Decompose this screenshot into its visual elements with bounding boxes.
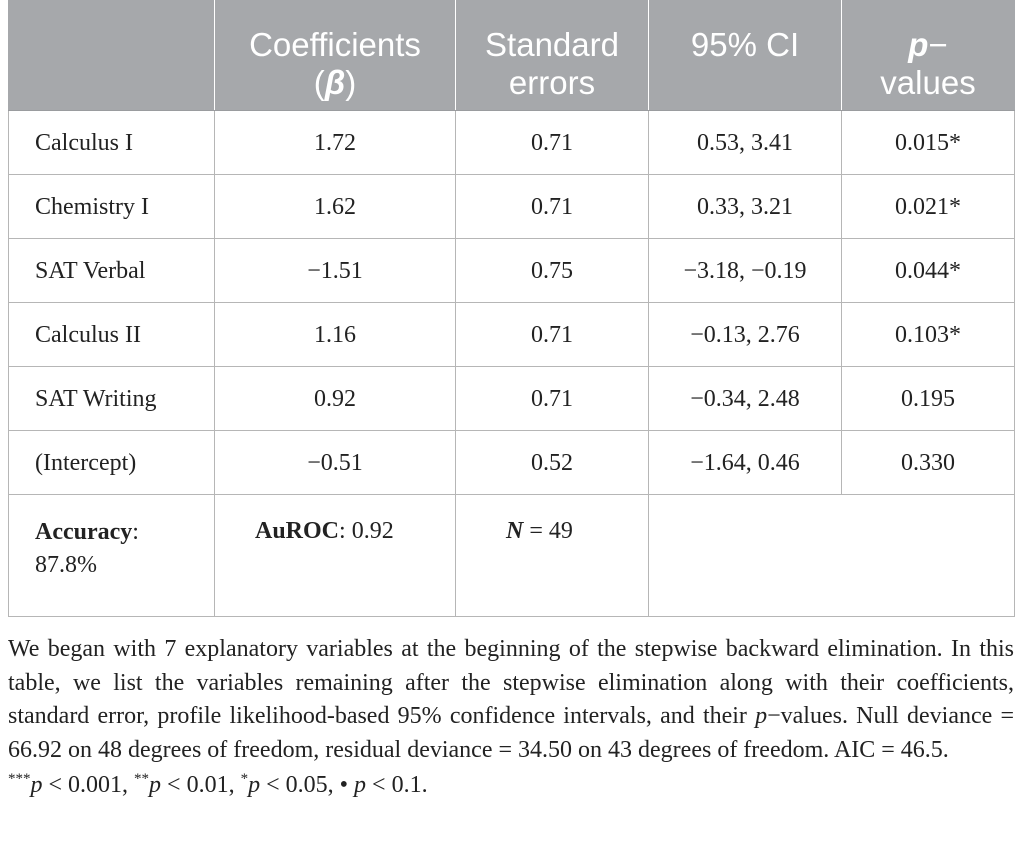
row-standard-error: 0.71 bbox=[456, 175, 649, 239]
row-p-value: 0.195 bbox=[842, 367, 1015, 431]
summary-row bbox=[9, 495, 1015, 617]
sig-threshold-2: < 0.01, bbox=[161, 772, 241, 798]
footnote-part2: −values. Null deviance = 66.92 on 48 degrees of freedom, residual deviance = 34.50 on 43 degrees of freedom. AIC = 46.5. bbox=[8, 703, 1014, 763]
row-ci: −0.13, 2.76 bbox=[649, 303, 842, 367]
n-equals: = bbox=[523, 518, 549, 544]
header-coefficients-line1: Coefficients bbox=[249, 26, 421, 63]
row-ci: −1.64, 0.46 bbox=[649, 431, 842, 495]
header-coefficients-close: ) bbox=[345, 64, 357, 101]
auroc-label: AuROC bbox=[255, 518, 340, 544]
significance-legend bbox=[8, 769, 1014, 802]
header-coefficients bbox=[215, 0, 456, 111]
row-standard-error: 0.75 bbox=[456, 239, 649, 303]
accuracy-label: Accuracy bbox=[35, 519, 133, 545]
row-standard-error: 0.71 bbox=[456, 111, 649, 175]
table-row bbox=[9, 111, 1015, 175]
header-se-line2: errors bbox=[508, 64, 596, 101]
row-coefficient: 1.16 bbox=[215, 303, 456, 367]
sig-threshold-3: < 0.05, bbox=[260, 772, 340, 798]
table-header-row bbox=[9, 0, 1015, 111]
sig-p-1: p bbox=[30, 772, 43, 798]
table-row bbox=[9, 303, 1015, 367]
row-variable-name: SAT Writing bbox=[9, 367, 215, 431]
sig-marker-1: *** bbox=[8, 771, 31, 787]
row-standard-error: 0.71 bbox=[456, 303, 649, 367]
header-p-symbol: p bbox=[908, 26, 929, 63]
row-ci: −3.18, −0.19 bbox=[649, 239, 842, 303]
row-p-value: 0.330 bbox=[842, 431, 1015, 495]
row-variable-name: Chemistry I bbox=[9, 175, 215, 239]
row-variable-name: (Intercept) bbox=[9, 431, 215, 495]
sig-marker-4: • bbox=[339, 772, 355, 798]
header-standard-errors bbox=[456, 0, 649, 111]
table-row bbox=[9, 431, 1015, 495]
header-coefficients-symbol: β bbox=[324, 64, 346, 101]
footnote-part1: We began with 7 explanatory variables at the beginning of the stepwise backward elimination. In this table, we list the variables remaining after the stepwise elimination along with their coefficients, standard error, profile likelihood-based 95% confidence intervals, and their bbox=[8, 636, 1014, 729]
regression-results-table bbox=[8, 0, 1015, 617]
header-se-line1: Standard bbox=[485, 26, 619, 63]
sample-size-cell bbox=[456, 495, 649, 617]
row-coefficient: 0.92 bbox=[215, 367, 456, 431]
sig-marker-3: * bbox=[240, 771, 249, 787]
sig-marker-2: ** bbox=[134, 771, 150, 787]
row-p-value: 0.021* bbox=[842, 175, 1015, 239]
empty-summary-cell bbox=[649, 495, 1015, 617]
row-ci: 0.33, 3.21 bbox=[649, 175, 842, 239]
row-standard-error: 0.52 bbox=[456, 431, 649, 495]
row-standard-error: 0.71 bbox=[456, 367, 649, 431]
sig-p-2: p bbox=[149, 772, 162, 798]
n-symbol: N bbox=[506, 518, 524, 544]
accuracy-colon: : bbox=[132, 519, 139, 545]
auroc-value: 0.92 bbox=[351, 518, 394, 544]
row-p-value: 0.044* bbox=[842, 239, 1015, 303]
table-footnote bbox=[8, 633, 1014, 767]
sig-threshold-4: < 0.1. bbox=[366, 772, 428, 798]
row-ci: −0.34, 2.48 bbox=[649, 367, 842, 431]
header-variable bbox=[9, 0, 215, 111]
sig-threshold-1: < 0.001, bbox=[42, 772, 135, 798]
sig-p-3: p bbox=[248, 772, 261, 798]
auroc-cell bbox=[215, 495, 456, 617]
row-coefficient: 1.62 bbox=[215, 175, 456, 239]
table-row bbox=[9, 239, 1015, 303]
auroc-colon: : bbox=[339, 518, 346, 544]
row-variable-name: Calculus II bbox=[9, 303, 215, 367]
row-ci: 0.53, 3.41 bbox=[649, 111, 842, 175]
results-table-figure bbox=[8, 0, 1014, 802]
row-variable-name: SAT Verbal bbox=[9, 239, 215, 303]
sig-p-4: p bbox=[354, 772, 367, 798]
accuracy-value: 87.8% bbox=[35, 552, 97, 578]
row-coefficient: −1.51 bbox=[215, 239, 456, 303]
header-coefficients-open: ( bbox=[313, 64, 325, 101]
row-p-value: 0.103* bbox=[842, 303, 1015, 367]
row-variable-name: Calculus I bbox=[9, 111, 215, 175]
header-p-values bbox=[842, 0, 1015, 111]
header-ci: 95% CI bbox=[649, 0, 842, 111]
footnote-p-symbol: p bbox=[755, 703, 768, 729]
row-coefficient: −0.51 bbox=[215, 431, 456, 495]
n-value: 49 bbox=[548, 518, 573, 544]
row-coefficient: 1.72 bbox=[215, 111, 456, 175]
header-p-dash: − bbox=[928, 26, 948, 63]
table-row bbox=[9, 175, 1015, 239]
header-p-line2: values bbox=[880, 64, 976, 101]
row-p-value: 0.015* bbox=[842, 111, 1015, 175]
table-row bbox=[9, 367, 1015, 431]
accuracy-cell bbox=[9, 495, 215, 617]
